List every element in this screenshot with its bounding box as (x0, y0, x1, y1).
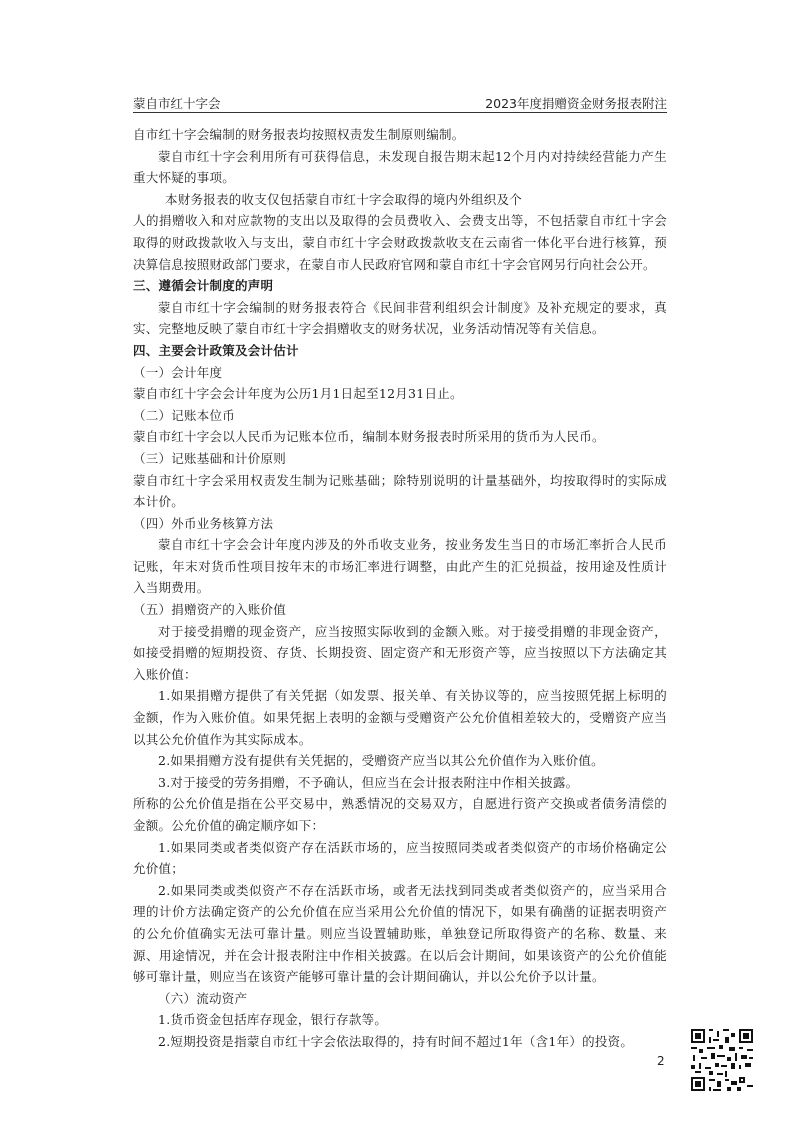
qr-code-icon (689, 1027, 755, 1093)
subheading: （五）捐赠资产的入账价值 (133, 602, 287, 618)
paragraph: 人的捐赠收入和对应款物的支出以及取得的会员费收入、会费支出等，不包括蒙自市红十字会取得的财政拨款收入与支出，蒙自市红十字会财政拨款收支在云南省一体化平台进行核算，预决算信息按照财政部门要求，在蒙自市人民政府官网和蒙自市红十字会官网另行向社会公开。 (133, 213, 667, 272)
subheading: （四）外币业务核算方法 (133, 515, 274, 531)
paragraph: 2.如果捐赠方没有提供有关凭据的，受赠资产应当以其公允价值作为入账价值。 (158, 753, 604, 769)
section-heading: 三、遵循会计制度的声明 (133, 278, 274, 294)
paragraph: 1.如果同类或者类似资产存在活跃市场的，应当按照同类或者类似资产的市场价格确定公允价值； (133, 839, 667, 877)
paragraph: 对于接受捐赠的现金资产，应当按照实际收到的金额入账。对于接受捐赠的非现金资产，如接受捐赠的短期投资、存货、长期投资、固定资产和无形资产等，应当按照以下方法确定其入账价值： (133, 623, 667, 682)
paragraph: 自市红十字会编制的财务报表均按照权责发生制原则编制。 (133, 127, 465, 142)
page-number: 2 (657, 1054, 665, 1068)
page-header (133, 92, 667, 113)
section-heading: 四、主要会计政策及会计估计 (133, 342, 299, 358)
paragraph: 蒙自市红十字会会计年度内涉及的外币收支业务，按业务发生当日的市场汇率折合人民币记账，年末对货币性项目按年末的市场汇率进行调整，由此产生的汇兑损益，按用途及性质计入当期费用。 (133, 537, 667, 596)
paragraph: 1.如果捐赠方提供了有关凭据（如发票、报关单、有关协议等的，应当按照凭据上标明的金额，作为入账价值。如果凭据上表明的金额与受赠资产公允价值相差较大的，受赠资产应当以其公允价值作为其实际成本。 (133, 688, 667, 747)
paragraph: 蒙自市红十字会利用所有可获得信息，未发现自报告期末起12个月内对持续经营能力产生重大怀疑的事项。 (133, 148, 667, 186)
header-org: 蒙自市红十字会 (133, 96, 221, 111)
document-body (133, 124, 667, 1053)
paragraph: 所称的公允价值是指在公平交易中，熟悉情况的交易双方，自愿进行资产交换或者债务清偿的金额。公允价值的确定顺序如下： (133, 796, 667, 833)
subheading: （一）会计年度 (133, 364, 223, 380)
subheading: （三）记账基础和计价原则 (133, 450, 287, 466)
subheading: （六）流动资产 (158, 990, 248, 1006)
paragraph: 蒙自市红十字会采用权责发生制为记账基础；除特别说明的计量基础外，均按取得时的实际成本计价。 (133, 472, 667, 510)
subheading: （二）记账本位币 (133, 407, 236, 423)
paragraph: 2.如果同类或类似资产不存在活跃市场，或者无法找到同类或者类似资产的，应当采用合理的计价方法确定资产的公允价值在应当采用公允价值的情况下，如果有确凿的证据表明资产的公允价值确实无法可靠计量。则应当设置辅助账，单独登记所取得资产的名称、数量、来源、用途情况，并在会计报表附注中作相关披露。在以后会计期间，如果该资产的公允价值能够可靠计量，则应当在该资产能够可靠计量的会计期间确认，并以公允价予以计量。 (133, 882, 667, 985)
paragraph: 3.对于接受的劳务捐赠，不予确认，但应当在会计报表附注中作相关披露。 (158, 774, 579, 790)
paragraph: 蒙自市红十字会会计年度为公历1月1日起至12月31日止。 (133, 386, 463, 402)
paragraph: 本财务报表的收支仅包括蒙自市红十字会取得的境内外组织及个 (165, 191, 523, 207)
paragraph: 1.货币资金包括库存现金，银行存款等。 (158, 1012, 388, 1028)
paragraph: 2.短期投资是指蒙自市红十字会依法取得的，持有时间不超过1年（含1年）的投资。 (158, 1033, 634, 1049)
header-title: 2023年度捐赠资金财务报表附注 (485, 96, 667, 111)
paragraph: 蒙自市红十字会编制的财务报表符合《民间非营利组织会计制度》及补充规定的要求，真实、完整地反映了蒙自市红十字会捐赠收支的财务状况，业务活动情况等有关信息。 (133, 299, 667, 337)
paragraph: 蒙自市红十字会以人民币为记账本位币，编制本财务报表时所采用的货币为人民币。 (133, 429, 605, 445)
